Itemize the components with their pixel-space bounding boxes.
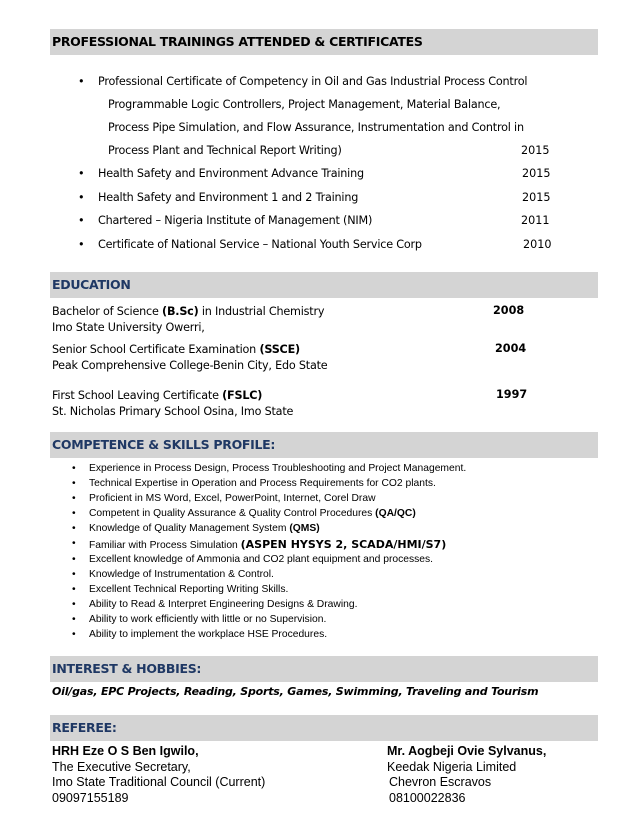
referee-title: Keedak Nigeria Limited <box>387 759 517 774</box>
bullet-icon: • <box>78 214 85 227</box>
training-text-continued: Programmable Logic Controllers, Project Management, Material Balance, <box>108 98 501 111</box>
education-year: 2008 <box>493 304 525 317</box>
degree-abbr: (B.Sc) <box>162 305 199 318</box>
bullet-icon: • <box>72 538 76 549</box>
referee-organization: Imo State Traditional Council (Current) <box>52 775 266 789</box>
bullet-icon: • <box>72 584 76 595</box>
training-text: Professional Certificate of Competency in Oil and Gas Industrial Process Control <box>98 75 528 88</box>
skill-text: Competent in Quality Assurance & Quality Control Procedures <box>89 508 376 519</box>
degree-abbr: (SSCE) <box>259 343 300 356</box>
referee-heading: REFEREE: <box>52 720 117 735</box>
hobbies-text: Oil/gas, EPC Projects, Reading, Sports, Games, Swimming, Traveling and Tourism <box>52 685 539 698</box>
training-year: 2011 <box>521 214 550 227</box>
skill-abbr: (QMS) <box>289 523 320 534</box>
bullet-icon: • <box>72 554 76 565</box>
bullet-icon: • <box>72 493 76 504</box>
training-year: 2015 <box>522 167 551 180</box>
training-text: Certificate of National Service – National Youth Service Corp <box>98 238 422 251</box>
referee-right <box>387 744 546 806</box>
skill-text: Experience in Process Design, Process Troubleshooting and Project Management. <box>89 463 467 474</box>
skills-heading: COMPETENCE & SKILLS PROFILE: <box>52 437 276 452</box>
bullet-icon: • <box>78 75 85 88</box>
referee-name: Mr. Aogbeji Ovie Sylvanus, <box>387 744 547 758</box>
degree-abbr: (FSLC) <box>222 389 263 402</box>
bullet-icon: • <box>72 569 76 580</box>
degree-text: in Industrial Chemistry <box>198 305 325 318</box>
referee-section-header <box>50 715 598 741</box>
referee-phone: 09097155189 <box>52 790 129 805</box>
training-text-continued: Process Pipe Simulation, and Flow Assurance, Instrumentation and Control in <box>108 121 524 134</box>
degree-text: Senior School Certificate Examination <box>52 343 260 356</box>
skill-text: Familiar with Process Simulation <box>89 540 241 551</box>
trainings-section-header <box>50 29 598 55</box>
skills-section-header <box>50 432 598 458</box>
referee-name: HRH Eze O S Ben Igwilo, <box>52 744 199 758</box>
skill-text: Knowledge of Instrumentation & Control. <box>89 569 274 580</box>
skill-text: Proficient in MS Word, Excel, PowerPoint, Internet, Corel Draw <box>89 493 376 504</box>
training-text: Chartered – Nigeria Institute of Management (NIM) <box>98 214 373 227</box>
referee-title: The Executive Secretary, <box>52 759 191 774</box>
skill-text: Excellent knowledge of Ammonia and CO2 plant equipment and processes. <box>89 554 434 565</box>
training-text: Health Safety and Environment 1 and 2 Training <box>98 191 359 204</box>
education-entry <box>52 304 324 336</box>
skill-abbr: (ASPEN HYSYS 2, SCADA/HMI/S7) <box>240 538 447 551</box>
skill-abbr: (QA/QC) <box>375 508 416 519</box>
bullet-icon: • <box>72 478 76 489</box>
training-text-continued: Process Plant and Technical Report Writing) <box>108 144 342 157</box>
skill-text: Knowledge of Quality Management System <box>89 523 290 534</box>
skill-text: Excellent Technical Reporting Writing Skills. <box>89 584 289 595</box>
degree-text: First School Leaving Certificate <box>52 389 223 402</box>
bullet-icon: • <box>78 167 85 180</box>
bullet-icon: • <box>78 238 85 251</box>
education-heading: EDUCATION <box>52 277 131 292</box>
education-year: 2004 <box>495 342 527 355</box>
education-section-header <box>50 272 598 298</box>
bullet-icon: • <box>72 463 76 474</box>
bullet-icon: • <box>72 508 76 519</box>
training-text: Health Safety and Environment Advance Training <box>98 167 364 180</box>
referee-organization: Chevron Escravos <box>389 775 492 789</box>
skill-text: Technical Expertise in Operation and Process Requirements for CO2 plants. <box>89 478 436 489</box>
bullet-icon: • <box>78 191 85 204</box>
referee-phone: 08100022836 <box>389 790 466 805</box>
bullet-icon: • <box>72 629 76 640</box>
bullet-icon: • <box>72 523 76 534</box>
school-name: Imo State University Owerri, <box>52 321 205 334</box>
training-year: 2015 <box>521 144 550 157</box>
education-year: 1997 <box>496 388 528 401</box>
bullet-icon: • <box>72 614 76 625</box>
skill-text: Ability to work efficiently with little or no Supervision. <box>89 614 327 625</box>
training-year: 2010 <box>523 238 552 251</box>
skill-text: Ability to implement the workplace HSE Procedures. <box>89 629 328 640</box>
degree-text: Bachelor of Science <box>52 305 163 318</box>
school-name: Peak Comprehensive College-Benin City, Edo State <box>52 359 328 372</box>
hobbies-heading: INTEREST & HOBBIES: <box>52 661 202 676</box>
school-name: St. Nicholas Primary School Osina, Imo State <box>52 405 294 418</box>
bullet-icon: • <box>72 599 76 610</box>
skill-text: Ability to Read & Interpret Engineering Designs & Drawing. <box>89 599 358 610</box>
education-entry <box>52 388 293 420</box>
hobbies-section-header <box>50 656 598 682</box>
referee-left <box>52 744 265 806</box>
trainings-heading: PROFESSIONAL TRAININGS ATTENDED & CERTIFICATES <box>52 34 423 49</box>
education-entry <box>52 342 327 374</box>
training-year: 2015 <box>522 191 551 204</box>
